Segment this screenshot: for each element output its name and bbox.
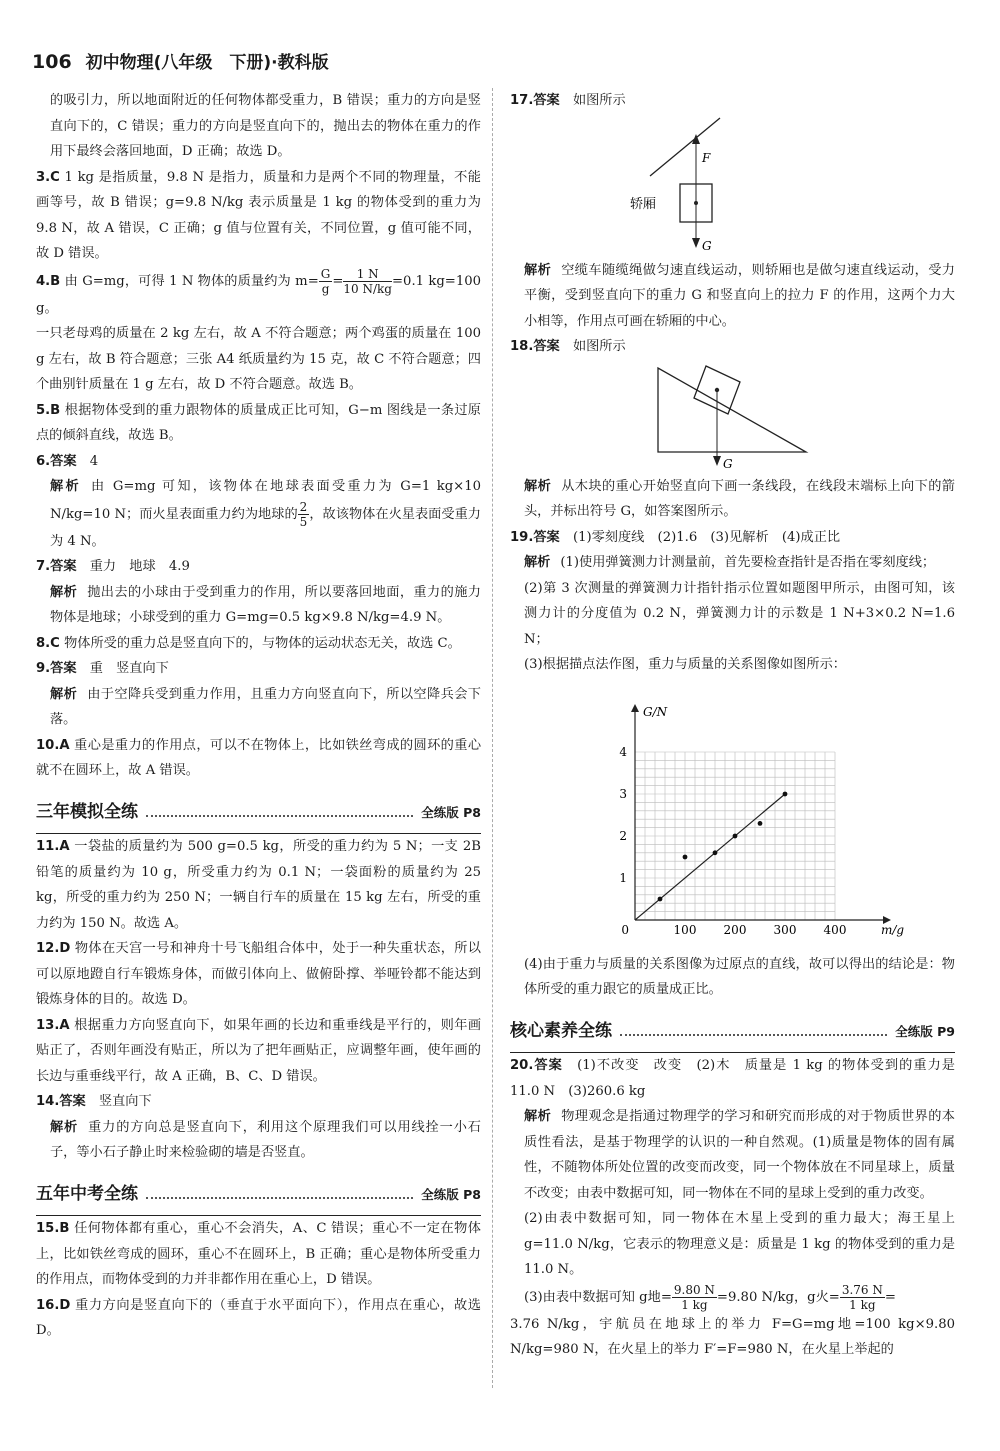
section-title: 三年模拟全练 [36,801,138,822]
section-page-ref: 全练版 P9 [895,1023,955,1039]
analysis-label: 解析 [50,686,78,702]
section-page-ref: 全练版 P8 [421,804,481,820]
numerator: 9.80 N [673,1282,715,1297]
answer-9 [36,656,481,682]
gravity-mass-chart [510,680,950,950]
y-axis-arrow [631,704,639,712]
answer-text: 一袋盐的质量约为 500 g=0.5 kg，所受的重力约为 5 N；一支 2B 铅笔的质量约为 10 g，所受重力约为 0.1 N；一袋面粉的质量约为 25 kg，所受的重力约为 250 N；一辆自行车的质量在 15 kg 左右，所受的重力约为 150 N。故选 A。 [36,839,481,931]
analysis-text: ，故该物体在火星表面受重力为 4 N。 [50,506,481,549]
question-number: 20.答案 [510,1058,563,1073]
answer-17 [510,88,955,114]
data-point [683,854,688,859]
answer-4-detail: 一只老母鸡的质量在 2 kg 左右，故 A 不符合题意；两个鸡蛋的质量在 100 g 左右，故 B 符合题意；三张 A4 纸质量约为 15 克，故 C 不符合题意；四个曲别针质量在 1 g 左右，故 D 不符合题意。故选 B。 [36,326,481,392]
analysis-label: 解析 [50,584,78,600]
question-number: 3.C [36,169,60,185]
analysis-text: (1)使用弹簧测力计测量前，首先要检查指针是否指在零刻度线； [560,555,936,570]
answer-value: (1)零刻度线 (2)1.6 (3)见解析 (4)成正比 [572,529,841,545]
y-tick-label: 1 [619,870,627,885]
answer-text: 根据物体受到的重力跟物体的质量成正比可知，G−m 图线是一条过原点的倾斜直线，故选 B。 [36,402,481,443]
data-point [713,850,718,855]
numerator: G [320,266,331,281]
analysis-18 [510,474,955,525]
analysis-6 [36,474,481,554]
page-header [32,48,329,73]
answer-value: (1)不改变 改变 (2)木 质量是 1 kg 的物体受到的重力是 11.0 N (3)260.6 kg [510,1058,955,1099]
answer-5 [36,398,481,449]
question-number: 5.B [36,402,61,418]
answer-6 [36,449,481,475]
analysis-17 [510,258,955,335]
analysis-text: 由 G=mg 可知，该物体在地球表面受重力为 G=1 kg×10 N/kg=10 N；而火星表面重力约为地球的 [50,479,481,522]
analysis-label: 解析 [524,478,552,494]
question-number: 10.A [36,737,70,753]
analysis-20-2: (2)由表中数据可知，同一物体在木星上受到的重力最大；海王星上 g=11.0 N/kg，它表示的物理意义是：质量是 1 kg 的物体受到的重力是 11.0 N。 [524,1211,955,1277]
question-number: 18.答案 [510,339,560,354]
analysis-9 [36,682,481,733]
incline-triangle [658,368,806,452]
x-tick-label: 300 [773,922,797,937]
analysis-7 [36,580,481,631]
question-number: 7.答案 [36,559,77,574]
data-point [758,821,763,826]
dotted-leader [146,807,413,817]
gravity-arrow [713,456,721,466]
analysis-text: 重力的方向总是竖直向下，利用这个原理我们可以用线拴一小石子，等小石子静止时来检验砌的墙是否竖直。 [50,1119,481,1160]
answer-13 [36,1013,481,1090]
denominator: 1 kg [681,1297,708,1312]
fraction [840,1283,885,1312]
analysis-label: 解析 [524,1109,552,1124]
answer-20 [510,1053,955,1104]
analysis-14 [36,1115,481,1166]
answer-value: 重 竖直向下 [89,661,169,676]
analysis-text: 从木块的重心开始竖直向下画一条线段，在线段末端标上向下的箭头，并标出符号 G，如答案图所示。 [524,478,955,519]
answer-15 [36,1216,481,1293]
question-number: 14.答案 [36,1094,86,1109]
x-tick-label: 200 [723,922,747,937]
answer-text: 由 G=mg，可得 1 N 物体的质量约为 m= [64,273,319,289]
answer-12 [36,936,481,1013]
answer-3 [36,165,481,267]
answer-value: 重力 地球 4.9 [89,559,190,574]
analysis-text: =9.80 N/kg，g火= [716,1289,840,1305]
question-number: 19.答案 [510,529,560,545]
answer-14 [36,1089,481,1115]
answer-8 [36,631,481,657]
answer-16 [36,1293,481,1344]
answer-value: 4 [89,453,99,469]
analysis-text: 由于空降兵受到重力作用，且重力方向竖直向下，所以空降兵会下落。 [50,686,481,727]
answer-10 [36,733,481,784]
cable-car-force-diagram [510,116,950,256]
x-axis-label: m/g [881,922,905,937]
fraction [343,267,392,296]
denominator: 1 kg [849,1297,876,1312]
right-column [510,88,955,1363]
analysis-text: 抛出去的小球由于受到重力的作用，所以要落回地面，重力的施力物体是地球；小球受到的重力 G=mg=0.5 kg×9.8 N/kg=4.9 N。 [50,584,481,625]
analysis-label: 解析 [50,1119,79,1135]
analysis-19-1 [510,550,955,576]
question-number: 15.B [36,1221,70,1236]
analysis-text: 空缆车随缆绳做匀速直线运动，则轿厢也是做匀速直线运动，受力平衡，受到竖直向下的重力 G 和竖直向上的拉力 F 的作用，这两个力大小相等，作用点可画在轿厢的中心。 [524,262,955,329]
fraction [319,267,333,296]
section-title: 五年中考全练 [36,1183,138,1204]
analysis-label: 解析 [50,479,81,494]
x-tick-label: 400 [823,922,847,937]
denominator: 5 [299,514,308,529]
section-header-three-year [36,800,481,826]
section-title: 核心素养全练 [510,1020,612,1041]
analysis-label: 解析 [524,262,552,278]
center-point [694,201,698,205]
section-header-core [510,1019,955,1045]
y-axis-label: G/N [643,704,668,719]
cable-line [650,118,720,176]
answer-text: 根据重力方向竖直向下，如果年画的长边和重垂线是平行的，则年画贴正了，否则年画没有贴正，所以为了把年画贴正，应调整年画，使年画的长边与重垂线平行，故 A 正确，B、C、D 错误。 [36,1017,482,1084]
analysis-19-4: (4)由于重力与质量的关系图像为过原点的直线，故可以得出的结论是：物体所受的重力跟它的质量成正比。 [524,956,955,997]
analysis-20-4: 3.76 N/kg，宇航员在地球上的举力 F=G=mg地=100 kg×9.80 N/kg=980 N，在火星上的举力 F′=F=980 N，在火星上举起的 [510,1316,955,1357]
analysis-text: = [884,1289,896,1305]
question-number: 8.C [36,635,60,651]
force-G-arrow [692,238,700,248]
analysis-20-3 [510,1283,955,1312]
label-G: G [702,238,712,253]
fraction [298,500,310,529]
question-number: 11.A [36,839,70,854]
answer-text: 重心是重力的作用点，可以不在物体上，比如铁丝弯成的圆环的重心就不在圆环上，故 A 错误。 [36,737,482,778]
denominator: 10 N/kg [343,281,392,296]
answer-text: 1 kg 是指质量，9.8 N 是指力，质量和力是两个不同的物理量，不能画等号，故 B 错误；g=9.8 N/kg 表示质量是 1 kg 的物体受到的重力为 9.8 N，故 A 错误，C 正确；g 值与位置有关，不同位置，g 值可能不同，故 D 错误。 [36,169,481,261]
answer-text: 重力方向是竖直向下的（垂直于水平面向下），作用点在重心，故选 D。 [36,1297,481,1338]
answer-7 [36,554,481,580]
analysis-label: 解析 [524,555,551,570]
answer-text: =0.1 kg=100 g。 [36,273,481,316]
y-tick-label: 4 [619,744,627,759]
answer-11 [36,834,481,936]
analysis-19-2: (2)第 3 次测量的弹簧测力计指针指示位置如题图甲所示，由图可知，该测力计的分度值为 0.2 N，弹簧测力计的示数是 1 N+3×0.2 N=1.6 N； [524,580,955,647]
answer-text: 物体在天宫一号和神舟十号飞船组合体中，处于一种失重状态，所以可以原地蹬自行车锻炼身体，而做引体向上、做俯卧撑、举哑铃都不能达到锻炼身体的目的。故选 D。 [36,941,481,1007]
data-point [733,833,738,838]
answer-19 [510,525,955,551]
left-column [36,88,481,1344]
answer-2-continued: 的吸引力，所以地面附近的任何物体都受重力，B 错误；重力的方向是竖直向下的，C 错误；重力的方向是竖直向下的，抛出去的物体在重力的作用下最终会落回地面，D 正确；故选 D。 [50,93,481,159]
dotted-leader [146,1189,413,1199]
question-number: 4.B [36,273,61,289]
origin-label: 0 [621,922,629,937]
column-divider [492,88,493,1388]
analysis-text: (3)由表中数据可知 g地= [524,1289,672,1305]
answer-18 [510,334,955,360]
analysis-text: 物理观念是指通过物理学的学习和研究而形成的对于物质世界的本质性看法，是基于物理学的认识的一种自然观。(1)质量是物体的固有属性，不随物体所处位置的改变而改变，同一个物体放在不同星球上，质量不改变；由表中数据可知，同一物体在不同的星球上受到的重力改变。 [524,1109,955,1201]
dotted-leader [620,1026,887,1036]
section-page-ref: 全练版 P8 [421,1186,481,1202]
answer-text: 物体所受的重力总是竖直向下的，与物体的运动状态无关，故选 C。 [64,635,461,651]
numerator: 1 N [343,267,392,282]
fraction [672,1283,717,1312]
numerator: 2 [299,499,308,514]
book-title: 初中物理(八年级 下册)·教科版 [85,53,329,73]
question-number: 17.答案 [510,93,560,108]
data-point [658,896,663,901]
answer-text: 任何物体都有重心，重心不会消失，A、C 错误；重心不一定在物体上，比如铁丝弯成的圆环，重心不在圆环上，B 正确；重心是物体所受重力的作用点，而物体受到的力并非都作用在重心上，D 错误。 [36,1221,481,1287]
denominator: g [321,281,330,296]
incline-block-diagram [510,362,950,472]
label-G: G [723,456,733,471]
y-tick-label: 2 [619,828,627,843]
answer-value: 如图所示 [572,339,626,354]
question-number: 13.A [36,1017,70,1033]
answer-value: 如图所示 [572,93,626,108]
question-number: 12.D [36,941,71,956]
analysis-19-3: (3)根据描点法作图，重力与质量的关系图像如图所示： [524,657,846,672]
numerator: 3.76 N [841,1282,883,1297]
answer-value: 竖直向下 [98,1094,152,1109]
question-number: 9.答案 [36,661,77,676]
label-F: F [702,150,711,165]
question-number: 16.D [36,1297,71,1313]
x-tick-label: 100 [673,922,697,937]
answer-4 [36,267,481,322]
page-number: 106 [32,51,72,73]
y-tick-label: 3 [619,786,627,801]
fit-line [635,794,785,920]
data-point [783,791,788,796]
question-number: 6.答案 [36,453,77,469]
section-header-five-year [36,1182,481,1208]
label-car: 轿厢 [630,196,657,212]
analysis-20-1 [510,1104,955,1206]
equals: = [332,273,344,289]
